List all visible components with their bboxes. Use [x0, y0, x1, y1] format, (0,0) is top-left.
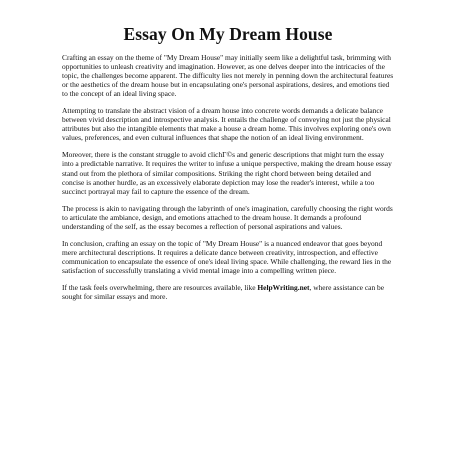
paragraph-4: The process is akin to navigating through the labyrinth of one's imagination, carefully choosing the right words to articulate the ambiance, design, and emotions attached to the dream house. It demands a profound understanding of the self, as the essay becomes a reflection of personal aspirations and values.	[62, 203, 393, 231]
document-page	[62, 24, 394, 309]
helpwriting-link[interactable]: HelpWriting.net	[257, 282, 310, 292]
paragraph-5: In conclusion, crafting an essay on the topic of "My Dream House" is a nuanced endeavor that goes beyond mere architectural descriptions. It requires a delicate dance between creativity, introspection, and effective communication to encapsulate the essence of one's ideal living space. While challenging, the reward lies in the satisfaction of successfully translating a vivid mental image into a compelling written piece.	[62, 238, 392, 275]
paragraph-1: Crafting an essay on the theme of "My Dream House" may initially seem like a delightful task, brimming with opportunities to unleash creativity and imagination. However, as one delves deeper into the intricacies of the topic, the challenges become apparent. The difficulty lies not merely in penning down the architectural features or the aesthetics of the dream house but in encapsulating one's personal aspirations, desires, and emotions tied to the concept of an ideal living space.	[62, 53, 394, 99]
paragraph-2: Attempting to translate the abstract vision of a dream house into concrete words demands a delicate balance between vivid description and introspective analysis. It entails the challenge of conveying not just the physical attributes but also the intangible elements that make a house a dream home. This involves exploring one's own values, preferences, and even cultural influences that shape the notion of an ideal living environment.	[62, 106, 391, 143]
paragraph-3: Moreover, there is the constant struggle to avoid clichГ©s and generic descriptions that might turn the essay into a predictable narrative. It requires the writer to infuse a unique perspective, making the dream house essay stand out from the plethora of similar compositions. Striking the right chord between being detailed and concise is another hurdle, as an excessively elaborate depiction may lose the reader's interest, while a too succinct portrayal may fail to capture the essence of the dream.	[62, 150, 392, 196]
paragraph-6-text-before: If the task feels overwhelming, there are resources available, like	[62, 282, 258, 292]
paragraph-6	[62, 283, 394, 301]
paragraph-6-text-after: , where assistance can be sought for similar essays and more.	[62, 282, 385, 302]
document-title: Essay On My Dream House	[123, 24, 333, 44]
